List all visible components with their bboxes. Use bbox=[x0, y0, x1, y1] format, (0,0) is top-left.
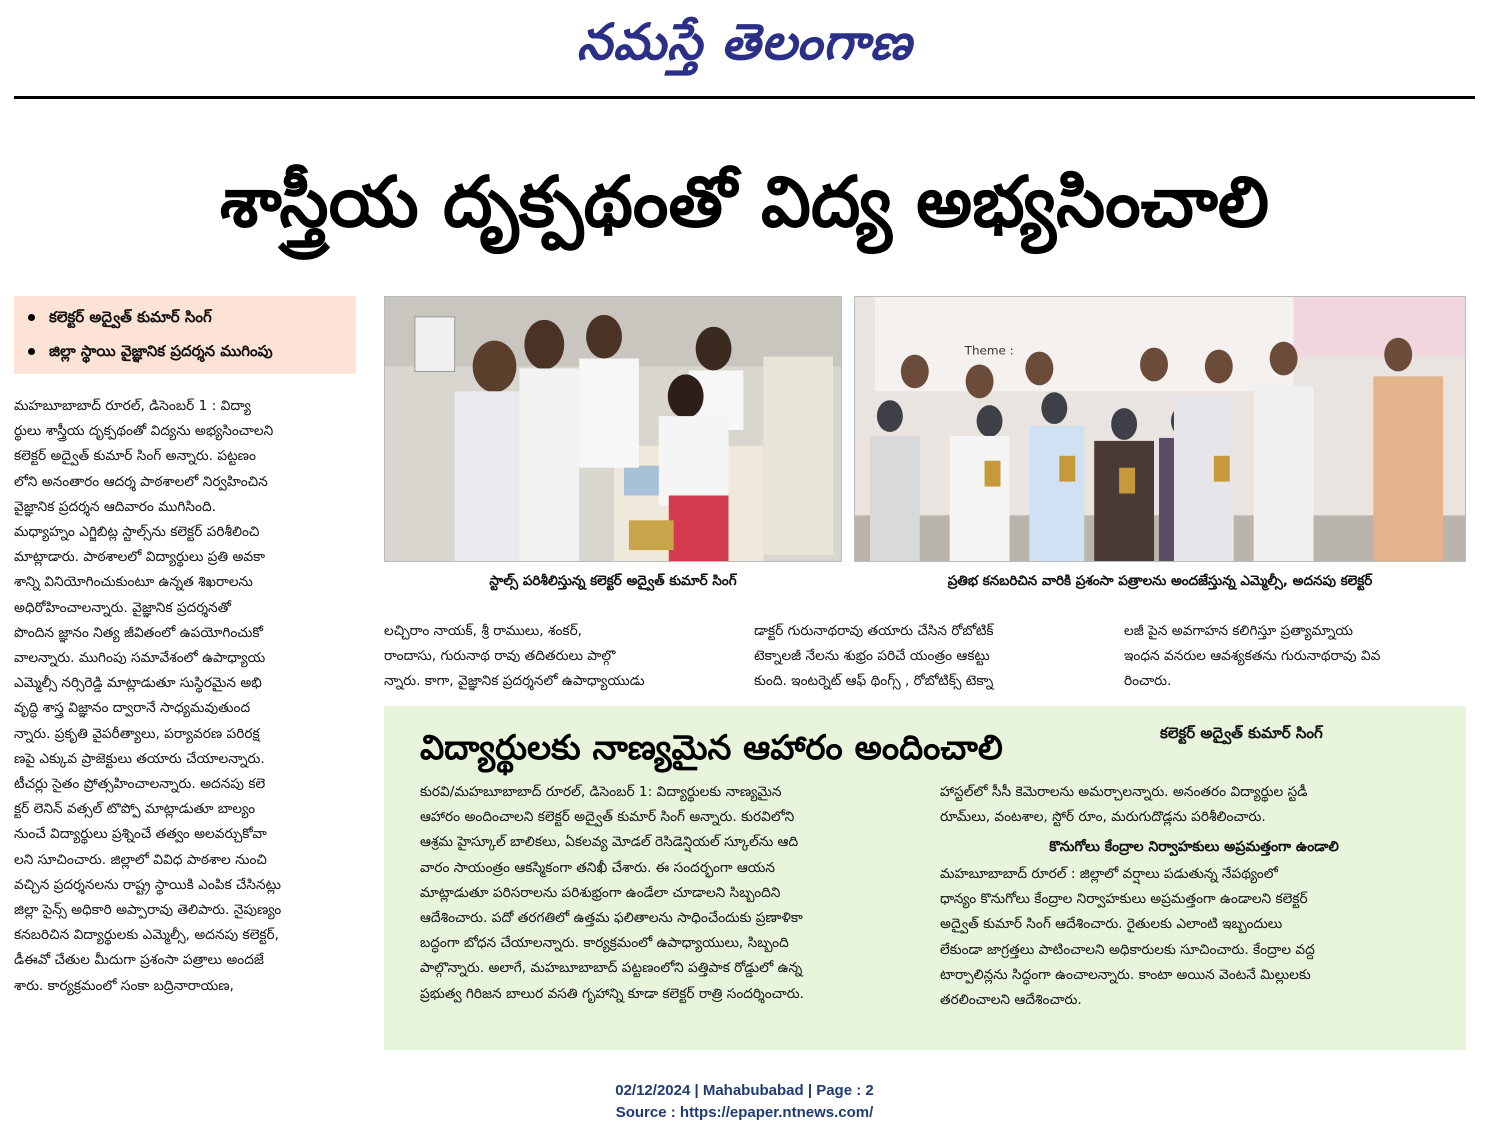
story2-subheading: కొనుగోలు కేంద్రాల నిర్వాహకులు అప్రమత్తంగా ఉండాలి bbox=[1049, 839, 1339, 855]
page-footer bbox=[0, 1080, 1489, 1124]
story1-line: ఇంధన వనరుల ఆవశ్యకతను గురునాథరావు వివ bbox=[1124, 648, 1381, 665]
story1-column1 bbox=[14, 394, 356, 1056]
photo-collector-inspecting-stalls bbox=[384, 296, 842, 562]
story2-line: తరలించాలని ఆదేశించారు. bbox=[940, 992, 1082, 1009]
story2-line: ఆదేశించారు. పదో తరగతిలో ఉత్తమ ఫలితాలను సాధించేందుకు ప్రణాళికా bbox=[420, 910, 803, 927]
masthead-divider bbox=[14, 96, 1475, 99]
story1-line: ణపై ఎక్కువ ప్రాజెక్టులు తయారు చేయాలన్నారు. bbox=[14, 750, 265, 767]
story1-line: డాక్టర్ గురునాథరావు తయారు చేసిన రోబోటిక్ bbox=[754, 623, 994, 639]
story2-line: రూమ్‌లు, వంటశాల, స్టోర్ రూం, మరుగుదొడ్లను పరిశీలించారు. bbox=[940, 809, 1266, 826]
story2-line: ఆహారం అందించాలని కలెక్టర్ అద్వైత్ కుమార్ సింగ్ అన్నారు. కురవిలోని bbox=[420, 809, 795, 826]
story1-line: లచ్చిరాం నాయక్, శ్రీ రాములు, శంకర్, bbox=[384, 623, 583, 639]
story1-line: రించారు. bbox=[1124, 673, 1172, 690]
story1-line: మాట్లాడారు. పాఠశాలలో విద్యార్థులు ప్రతి అవకా bbox=[14, 549, 266, 566]
story2-byline: కలెక్టర్ అద్వైత్ కుమార్ సింగ్ bbox=[1160, 724, 1323, 742]
story1-column2 bbox=[384, 619, 728, 699]
story1-line: వాలన్నారు. ముగింపు సమావేశంలో ఉపాధ్యాయ bbox=[14, 650, 266, 667]
story2-line: టార్పాలిన్లను సిద్ధంగా ఉంచాలన్నారు. కాంటా అయిన వెంటనే మిల్లులకు bbox=[940, 966, 1311, 983]
highlight-item: కలెక్టర్ అద్వైత్ కుమార్ సింగ్ bbox=[22, 300, 348, 334]
story2-line: కురవి/మహబూబాబాద్ రూరల్, డిసెంబర్ 1: విద్యార్థులకు నాణ్యమైన bbox=[420, 784, 782, 800]
footer-date-page: 02/12/2024 | Mahabubabad | Page : 2 bbox=[615, 1082, 874, 1099]
photo-caption-left: స్టాల్స్ పరిశీలిస్తున్న కలెక్టర్ అద్వైత్ కుమార్ సింగ్ bbox=[489, 573, 737, 589]
story1-line: లని సూచించారు. జిల్లాలో వివిధ పాఠశాల నుంచి bbox=[14, 851, 267, 868]
story1-line: వచ్చిన ప్రదర్శనలను రాష్ట్ర స్థాయికి ఎంపిక చేసినట్లు bbox=[14, 876, 281, 893]
story1-line: జిల్లా సైన్స్ అధికారి అప్పారావు తెలిపారు. నైపుణ్యం bbox=[14, 902, 282, 919]
photo-certificate-distribution bbox=[854, 296, 1466, 562]
story2-line: పాల్గొన్నారు. అలాగే, మహబూబాబాద్ పట్టణంలోని పత్తిపాక రోడ్డులో ఉన్న bbox=[420, 960, 803, 977]
story1-line: డీఈవో చేతుల మీదుగా ప్రశంసా పత్రాలు అందజే bbox=[14, 952, 264, 969]
story2-line: లేకుండా జాగ్రత్తలు పాటించాలని అధికారులకు సూచించారు. కేంద్రాల వద్ద bbox=[940, 941, 1315, 958]
story1-line: నుంచే విద్యార్థులు ప్రశ్నించే తత్వం అలవర్చుకోవా bbox=[14, 826, 267, 843]
story2-column2-bottom bbox=[940, 862, 1448, 1032]
story2-line: ధాన్యం కొనుగోలు కేంద్రాల నిర్వాహకులు అప్రమత్తంగా ఉండాలని కలెక్టర్ bbox=[940, 891, 1308, 908]
story2-line: మహబూబాబాద్ రూరల్ : జిల్లాలో వర్షాలు పడుతున్న నేపథ్యంలో bbox=[940, 866, 1278, 882]
main-headline: శాస్త్రీయ దృక్పథంతో విద్య అభ్యసించాలి bbox=[219, 161, 1270, 243]
story1-line: ఎమ్మెల్సీ నర్సిరెడ్డి మాట్లాడుతూ సుస్థిరమైన అభి bbox=[14, 675, 262, 692]
bullet-icon bbox=[28, 348, 35, 355]
highlights-box bbox=[14, 296, 356, 374]
footer-source-link[interactable]: Source : https://epaper.ntnews.com/ bbox=[615, 1104, 874, 1121]
story2-line: హాస్టల్‌లో సీసీ కెమెరాలను అమర్చాలన్నారు. అనంతరం విద్యార్థుల స్టడీ bbox=[940, 784, 1308, 800]
story1-line: వైజ్ఞానిక ప్రదర్శన ఆదివారం ముగిసింది. bbox=[14, 498, 216, 515]
story1-line: మహబూబాబాద్ రూరల్, డిసెంబర్ 1 : విద్యా bbox=[14, 398, 251, 414]
story1-line: రాందాసు, గురునాథ రావు తదితరులు పాల్గొ bbox=[384, 648, 616, 665]
story1-column3 bbox=[754, 619, 1100, 699]
story1-line: టెక్నాలజీ నేలను శుభ్రం పరిచే యంత్రం ఆకట్టు bbox=[754, 648, 990, 665]
story1-line: వృద్ధి శాస్త్ర విజ్ఞానం ద్వారానే సాధ్యమవుతుంద bbox=[14, 700, 251, 717]
story1-line: ర్థులు శాస్త్రీయ దృక్పథంతో విద్యను అభ్యసించాలని bbox=[14, 423, 274, 440]
story2-column1 bbox=[420, 780, 920, 1036]
story1-line: లజీ పైన అవగాహన కలిగిస్తూ ప్రత్యామ్నాయ bbox=[1124, 623, 1353, 639]
story1-column4 bbox=[1124, 619, 1466, 699]
story2-line: బద్ధంగా బోధన చేయాలన్నారు. కార్యక్రమంలో ఉపాధ్యాయులు, సిబ్బంది bbox=[420, 935, 789, 952]
photo-caption-right: ప్రతిభ కనబరిచిన వారికి ప్రశంసా పత్రాలను అందజేస్తున్న ఎమ్మెల్సీ, అదనపు కలెక్టర్ bbox=[947, 573, 1373, 589]
story1-line: శారు. కార్యక్రమంలో సంకా బద్రినారాయణ, bbox=[14, 977, 234, 994]
story1-line: పొందిన జ్ఞానం నిత్య జీవితంలో ఉపయోగించుకో bbox=[14, 624, 263, 641]
story1-line: అధిరోహించాలన్నారు. వైజ్ఞానిక ప్రదర్శనతో bbox=[14, 599, 231, 616]
story2-column2-top bbox=[940, 780, 1448, 836]
story1-line: టీచర్లు సైతం ప్రోత్సహించాలన్నారు. అదనపు కలె bbox=[14, 776, 266, 793]
bullet-icon bbox=[28, 314, 35, 321]
story1-line: కుంది. ఇంటర్నెట్ ఆఫ్ థింగ్స్ , రోబోటిక్స్ టెక్నా bbox=[754, 673, 994, 690]
story2-line: మాట్లాడుతూ పరిసరాలను పరిశుభ్రంగా ఉండేలా చూడాలని సిబ్బందిని bbox=[420, 884, 781, 901]
story1-line: కలెక్టర్ అద్వైత్ కుమార్ సింగ్ అన్నారు. పట్టణం bbox=[14, 448, 256, 465]
story2-line: వారం సాయంత్రం ఆకస్మికంగా తనిఖీ చేశారు. ఈ సందర్భంగా ఆయన bbox=[420, 859, 775, 876]
story2-line: ఆశ్రమ హైస్కూల్ బాలికలు, ఏకలవ్య మోడల్ రెసిడెన్షియల్ స్కూల్‌ను ఆది bbox=[420, 834, 799, 851]
story2-headline: విద్యార్థులకు నాణ్యమైన ఆహారం అందించాలి bbox=[420, 728, 1003, 768]
story1-line: న్నారు. ప్రకృతి వైపరీత్యాలు, పర్యావరణ పరిరక్ష bbox=[14, 725, 260, 742]
story1-line: లోని అనంతారం ఆదర్శ పాఠశాలలో నిర్వహించిన bbox=[14, 473, 268, 490]
story1-line: న్నారు. కాగా, వైజ్ఞానిక ప్రదర్శనలో ఉపాధ్యాయుడు bbox=[384, 673, 645, 690]
highlight-item: జిల్లా స్థాయి వైజ్ఞానిక ప్రదర్శన ముగింపు bbox=[22, 334, 348, 368]
story1-line: కనబరిచిన విద్యార్థులకు ఎమ్మెల్సీ, అదనపు కలెక్టర్, bbox=[14, 927, 280, 944]
story1-line: క్టర్ లెనిన్ వత్సల్ టొప్పో మాట్లాడుతూ బాల్యం bbox=[14, 801, 256, 818]
story1-line: శాన్ని వినియోగించుకుంటూ ఉన్నత శిఖరాలను bbox=[14, 574, 253, 591]
story2-line: ప్రభుత్వ గిరిజన బాలుర వసతి గృహాన్ని కూడా కలెక్టర్ రాత్రి సందర్శించారు. bbox=[420, 985, 804, 1002]
story1-line: మధ్యాహ్నం ఎగ్జిబిట్ల స్టాల్స్‌ను కలెక్టర్ పరిశీలించి bbox=[14, 524, 260, 541]
story2-line: అద్వైత్ కుమార్ సింగ్ ఆదేశించారు. రైతులకు ఎలాంటి ఇబ్బందులు bbox=[940, 916, 1283, 933]
banner-theme-text: Theme : bbox=[964, 343, 1014, 358]
newspaper-masthead: నమస్తే తెలంగాణ bbox=[576, 13, 913, 71]
